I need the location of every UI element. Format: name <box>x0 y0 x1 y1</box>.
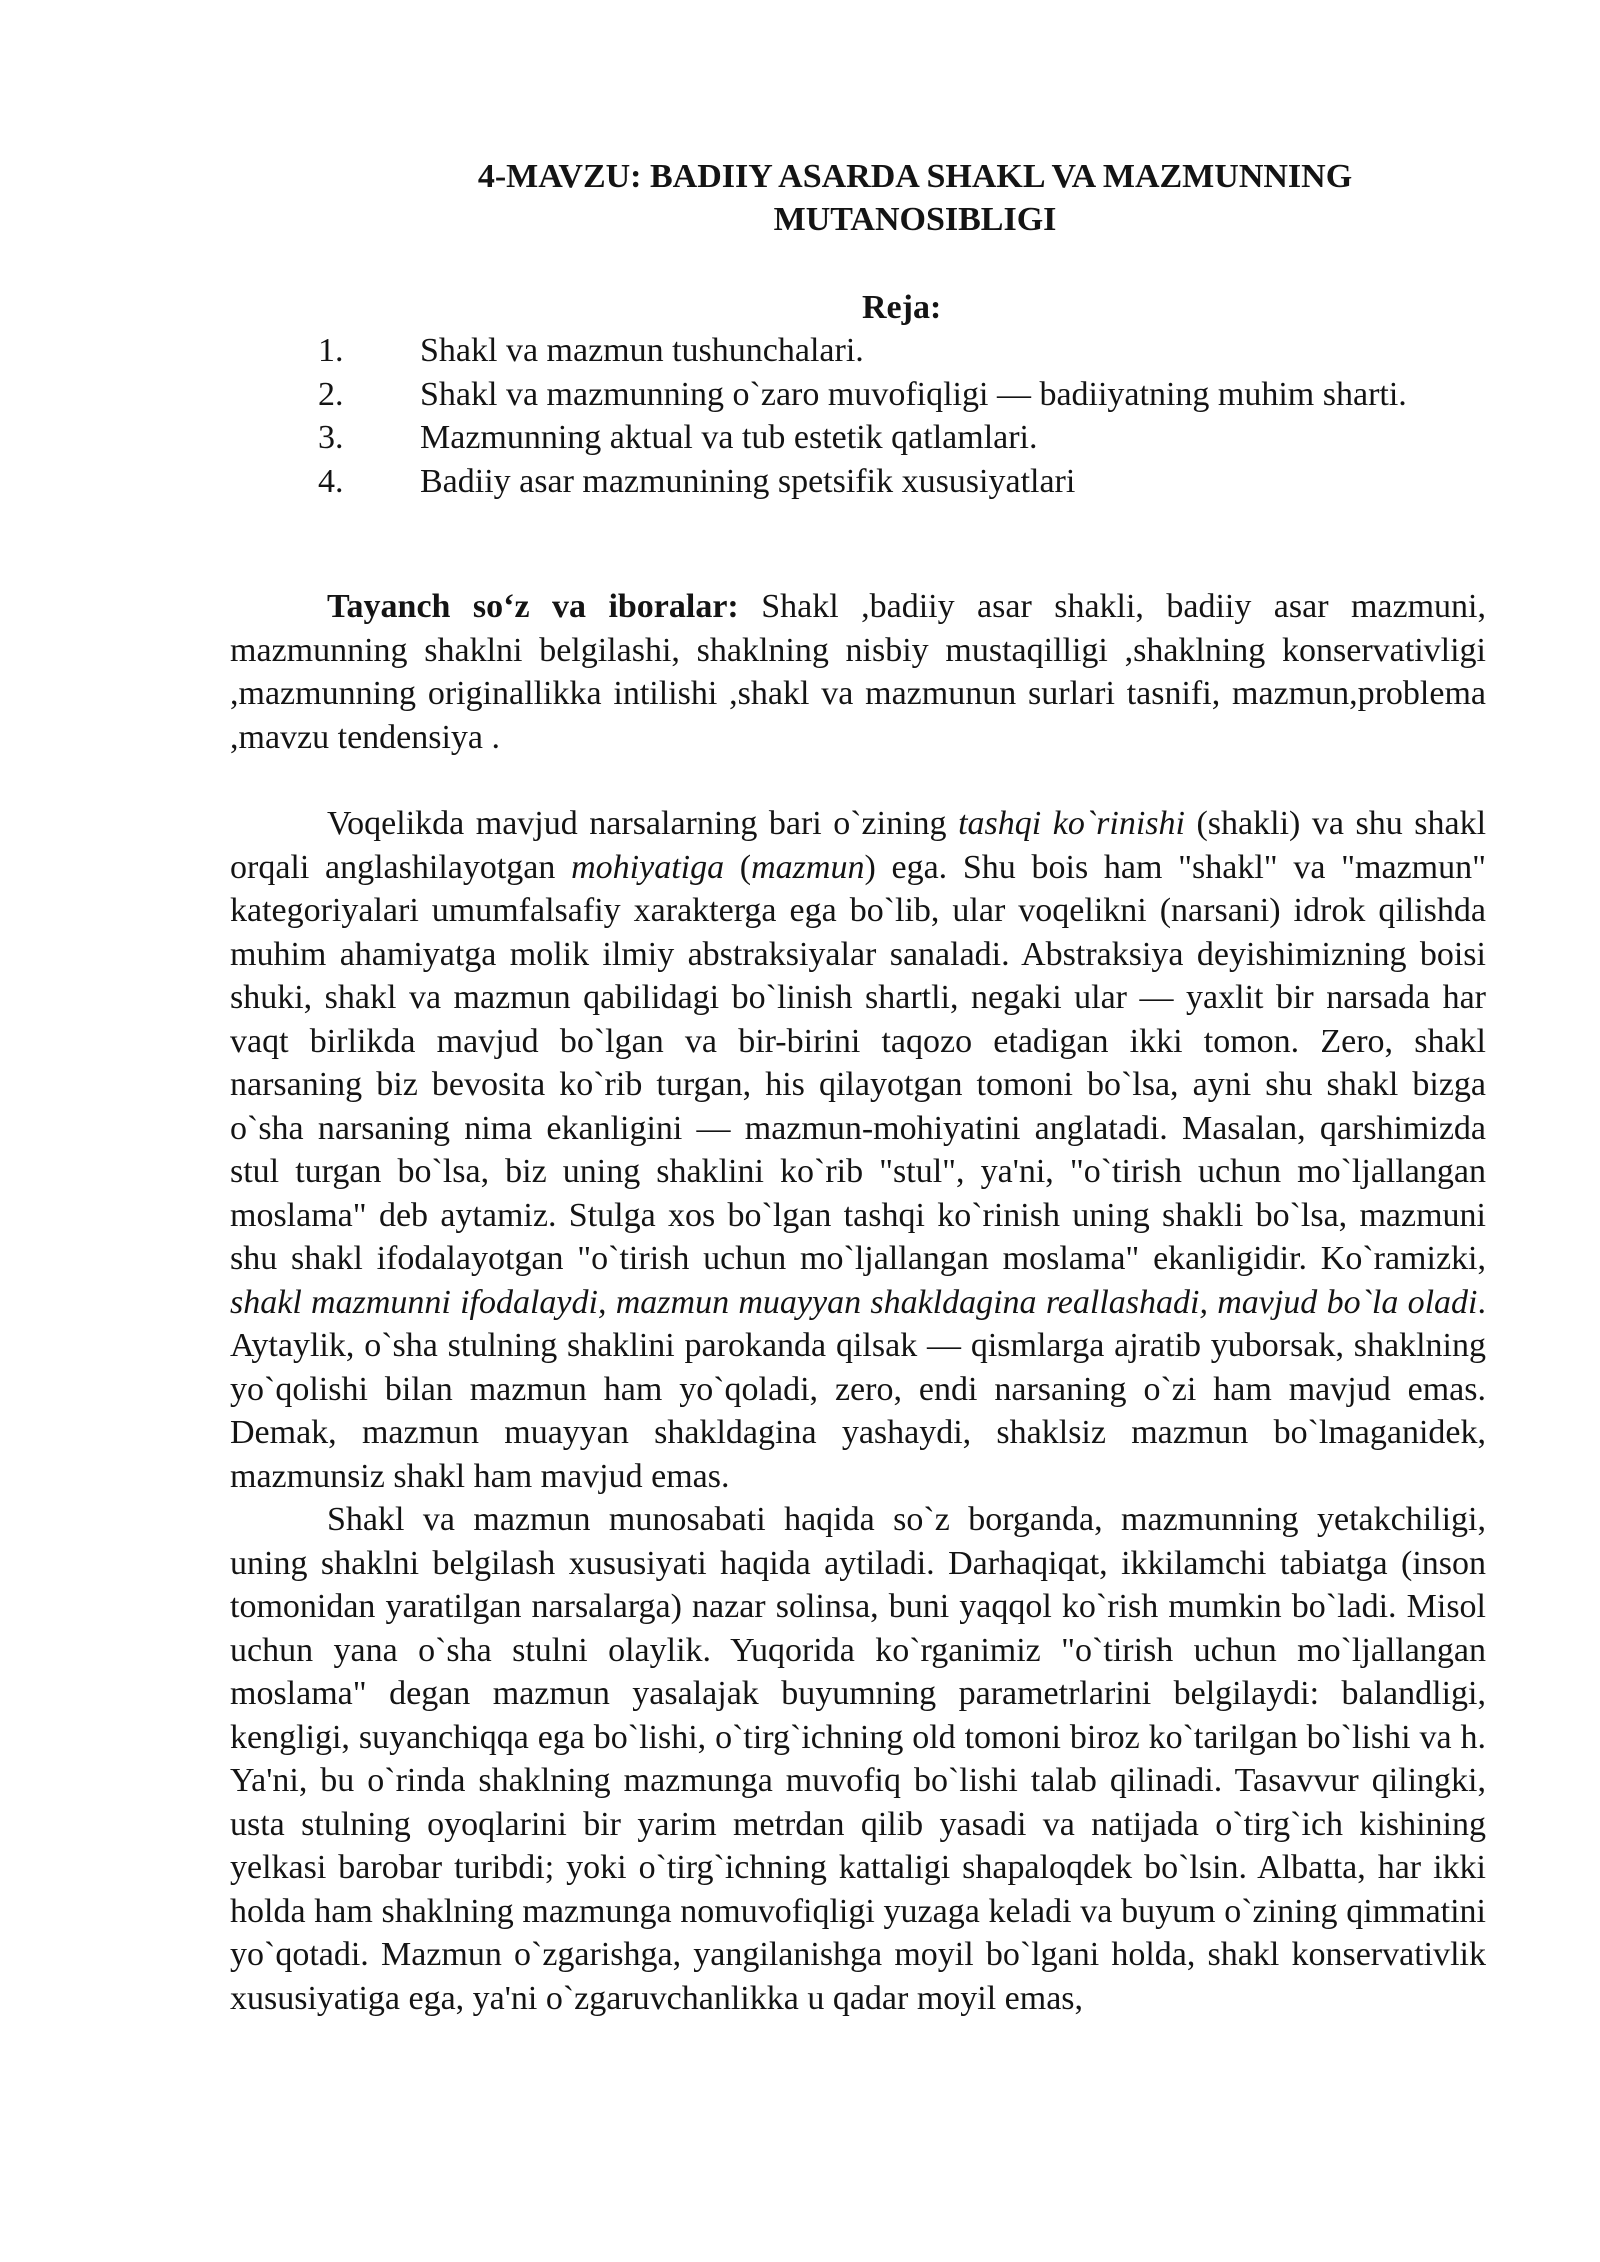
plan-item-number: 3. <box>318 419 344 456</box>
plan-item-text: Mazmunning aktual va tub estetik qatlamlari. <box>420 419 1038 456</box>
title-line-1: 4-MAVZU: BADIIY ASARDA SHAKL VA MAZMUNNING <box>477 158 1353 195</box>
document-title <box>330 155 1500 241</box>
keywords-text: Shakl ,badiiy asar shakli, badiiy asar mazmuni, mazmunning shaklni belgilashi, shaklning nisbiy mustaqilligi ,shaklning konservativligi ,mazmunning originallikka intilishi ,shakl va mazmunun surlari tasnifi, mazmun,problema ,mavzu tendensiya . <box>230 588 1487 756</box>
plan-item-number: 4. <box>318 462 344 500</box>
plan-item <box>318 460 1478 504</box>
plan-item <box>318 416 1478 460</box>
italic-term: mohiyatiga <box>571 848 725 886</box>
keywords-paragraph <box>230 585 1486 759</box>
plan-heading: Reja: <box>862 289 942 326</box>
paragraph-text: Voqelikda mavjud narsalarning bari o`zining <box>327 805 959 842</box>
italic-phrase: shakl mazmunni ifodalaydi, mazmun muayyan shakldagina reallashadi, mavjud bo`la oladi <box>230 1283 1478 1321</box>
paragraph-text: ) ega. Shu bois ham "shakl" va "mazmun" kategoriyalari umumfalsafiy xarakterga ega bo`lib, ular voqelikni (narsani) idrok qilishda muhim ahamiyatga molik ilmiy abstraksiyalar sanaladi. Abstraksiya deyishimizning boisi shuki, shakl va mazmun qabilidagi bo`linish shartli, negaki ular — yaxlit bir narsada har vaqt birlikda mavjud bo`lgan va bir-birini taqozo etadigan ikki tomon. Zero, shakl narsaning biz bevosita ko`rib turgan, his qilayotgan tomoni bo`lsa, ayni shu shakl bizga o`sha narsaning nima ekanligini — mazmun-mohiyatini anglatadi. Masalan, qarshimizda stul turgan bo`lsa, biz uning shaklini ko`rib "stul", ya'ni, "o`tirish uchun mo`ljallangan moslama" deb aytamiz. Stulga xos bo`lgan tashqi ko`rinish uning shakli bo`lsa, mazmuni shu shakl ifodalayotgan "o`tirish uchun mo`ljallangan moslama" ekanligidir. Ko`ramizki, <box>230 848 1487 1277</box>
paragraph-text: . Aytaylik, o`sha stulning shaklini parokanda qilsak — qismlarga ajratib yuborsak, shaklning yo`qolishi bilan mazmun ham yo`qoladi, zero, endi narsaning o`zi ham mavjud emas. Demak, mazmun muayyan shakldagina yashaydi, shaklsiz mazmun bo`lmaganidek, mazmunsiz shakl ham mavjud emas. <box>230 1283 1486 1495</box>
document-body <box>230 585 1486 2020</box>
plan-item-number: 1. <box>318 332 344 369</box>
body-paragraph-2: Shakl va mazmun munosabati haqida so`z borganda, mazmunning yetakchiligi, uning shaklni belgilash xususiyati haqida aytiladi. Darhaqiqat, ikkilamchi tabiatga (inson tomonidan yaratilgan narsalarga) nazar solinsa, buni yaqqol ko`rish mumkin bo`ladi. Misol uchun yana o`sha stulni olaylik. Yuqorida ko`rganimiz "o`tirish uchun mo`ljallangan moslama" degan mazmun yasalajak buyumning parametrlarini belgilaydi: balandligi, kengligi, suyanchiqqa ega bo`lishi, o`tirg`ichning old tomoni biroz ko`tarilgan bo`lishi va h. Ya'ni, bu o`rinda shaklning mazmunga muvofiq bo`lishi talab qilinadi. Tasavvur qilingki, usta stulning oyoqlarini bir yarim metrdan qilib yasadi va natijada o`tirg`ich kishining yelkasi barobar turibdi; yoki o`tirg`ichning kattaligi shapaloqdek bo`lsin. Albatta, har ikki holda ham shaklning mazmunga nomuvofiqligi yuzaga keladi va buyum o`zining qimmatini yo`qotadi. Mazmun o`zgarishga, yangilanishga moyil bo`lgani holda, shakl konservativlik xususiyatiga ega, ya'ni o`zgaruvchanlikka u qadar moyil emas, <box>230 1501 1486 2017</box>
italic-term: tashqi ko`rinishi <box>958 805 1185 842</box>
plan-item-text: Shakl va mazmun tushunchalari. <box>420 332 864 369</box>
plan-item <box>318 329 1478 373</box>
title-line-2: MUTANOSIBLIGI <box>773 201 1057 238</box>
plan-item <box>318 373 1478 417</box>
plan-item-number: 2. <box>318 375 344 413</box>
plan-item-text: Shakl va mazmunning o`zaro muvofiqligi — badiiyatning muhim sharti. <box>420 375 1407 413</box>
plan-list <box>318 329 1478 503</box>
paragraph-text: (shakli) va shu shakl orqali anglashilayotgan <box>230 805 1487 886</box>
paragraph-text: ( <box>724 848 752 886</box>
body-paragraph-1 <box>230 802 1486 1498</box>
italic-term: mazmun <box>751 848 865 886</box>
keywords-label: Tayanch so‘z va iboralar: <box>327 588 739 625</box>
plan-item-text: Badiiy asar mazmunining spetsifik xususiyatlari <box>420 462 1076 500</box>
